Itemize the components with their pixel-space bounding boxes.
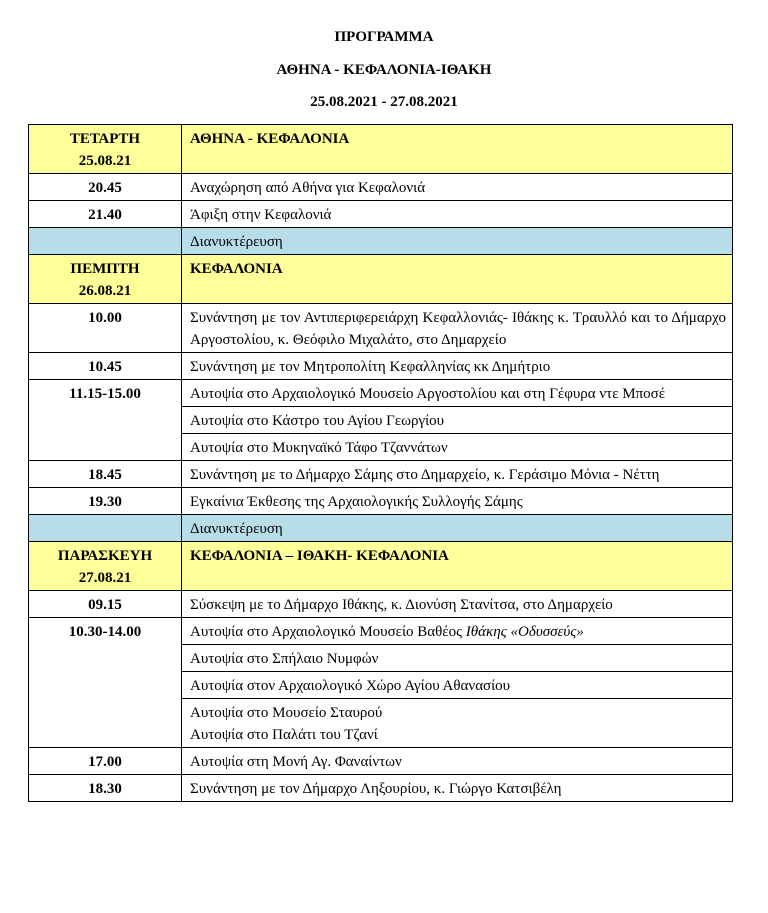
time-cell: 10.00 bbox=[29, 304, 182, 353]
day-title: ΑΘΗΝΑ - ΚΕΦΑΛΟΝΙΑ bbox=[182, 125, 733, 174]
activity-cell: Συνάντηση με το Δήμαρχο Σάμης στο Δημαρχείο, κ. Γεράσιμο Μόνια - Νέττη bbox=[182, 461, 733, 488]
activity-cell: Άφιξη στην Κεφαλονιά bbox=[182, 201, 733, 228]
table-row bbox=[29, 591, 733, 618]
day-date: 26.08.21 bbox=[78, 283, 132, 299]
time-cell: 21.40 bbox=[29, 201, 182, 228]
table-row bbox=[29, 748, 733, 775]
table-row bbox=[29, 488, 733, 515]
time-cell: 17.00 bbox=[29, 748, 182, 775]
overnight-row bbox=[29, 515, 733, 542]
schedule-table bbox=[28, 124, 733, 802]
day-cell bbox=[29, 255, 182, 304]
activity-cell: Συνάντηση με τον Δήμαρχο Ληξουρίου, κ. Γιώργο Κατσιβέλη bbox=[182, 775, 733, 802]
time-cell: 10.45 bbox=[29, 353, 182, 380]
day-header-row bbox=[29, 542, 733, 591]
day-header-row bbox=[29, 255, 733, 304]
day-title: ΚΕΦΑΛΟΝΙΑ bbox=[182, 255, 733, 304]
table-row bbox=[29, 353, 733, 380]
document-title: ΠΡΟΓΡΑΜΜΑ bbox=[334, 29, 434, 45]
day-date: 27.08.21 bbox=[78, 570, 132, 586]
time-cell: 11.15-15.00 bbox=[29, 380, 182, 461]
activity-cell: Συνάντηση με τον Μητροπολίτη Κεφαλληνίας κκ Δημήτριο bbox=[182, 353, 733, 380]
day-title: ΚΕΦΑΛΟΝΙΑ – ΙΘΑΚΗ- ΚΕΦΑΛΟΝΙΑ bbox=[182, 542, 733, 591]
activity-cell: Αυτοψία στο Κάστρο του Αγίου Γεωργίου bbox=[182, 407, 733, 434]
overnight-row bbox=[29, 228, 733, 255]
activity-line: Αυτοψία στο Μουσείο Σταυρού bbox=[190, 705, 383, 721]
overnight-cell: Διανυκτέρευση bbox=[182, 228, 733, 255]
activity-cell: Αναχώρηση από Αθήνα για Κεφαλονιά bbox=[182, 174, 733, 201]
activity-cell: Αυτοψία στον Αρχαιολογικό Χώρο Αγίου Αθανασίου bbox=[182, 672, 733, 699]
activity-italic-text: Ιθάκης «Οδυσσεύς» bbox=[465, 624, 584, 640]
time-cell: 18.45 bbox=[29, 461, 182, 488]
activity-cell: Αυτοψία στη Μονή Αγ. Φαναίντων bbox=[182, 748, 733, 775]
day-weekday: ΠΕΜΠΤΗ bbox=[70, 261, 140, 277]
time-cell: 19.30 bbox=[29, 488, 182, 515]
table-row bbox=[29, 304, 733, 353]
activity-line: Αυτοψία στο Παλάτι του Τζανί bbox=[190, 727, 378, 743]
time-cell: 10.30-14.00 bbox=[29, 618, 182, 748]
activity-cell: Αυτοψία στο Αρχαιολογικό Μουσείο Αργοστολίου και στη Γέφυρα ντε Μποσέ bbox=[182, 380, 733, 407]
overnight-cell: Διανυκτέρευση bbox=[182, 515, 733, 542]
day-weekday: ΠΑΡΑΣΚΕΥΗ bbox=[57, 548, 153, 564]
table-row bbox=[29, 618, 733, 645]
table-row bbox=[29, 461, 733, 488]
activity-text: Αυτοψία στο Αρχαιολογικό Μουσείο Βαθέος bbox=[190, 624, 466, 640]
day-cell bbox=[29, 542, 182, 591]
time-cell: 20.45 bbox=[29, 174, 182, 201]
table-row bbox=[29, 380, 733, 407]
activity-cell bbox=[182, 618, 733, 645]
time-cell: 18.30 bbox=[29, 775, 182, 802]
activity-cell: Σύσκεψη με το Δήμαρχο Ιθάκης, κ. Διονύση Στανίτσα, στο Δημαρχείο bbox=[182, 591, 733, 618]
activity-cell: Εγκαίνια Έκθεσης της Αρχαιολογικής Συλλογής Σάμης bbox=[182, 488, 733, 515]
day-date: 25.08.21 bbox=[78, 153, 132, 169]
activity-cell: Αυτοψία στο Σπήλαιο Νυμφών bbox=[182, 645, 733, 672]
empty-cell bbox=[29, 515, 182, 542]
day-header-row bbox=[29, 125, 733, 174]
activity-cell: Συνάντηση με τον Αντιπεριφερειάρχη Κεφαλλονιάς- Ιθάκης κ. Τραυλλό και το Δήμαρχο Αργοστολίου, κ. Θεόφιλο Μιχαλάτο, στο Δημαρχείο bbox=[182, 304, 733, 353]
day-weekday: ΤΕΤΑΡΤΗ bbox=[69, 131, 141, 147]
activity-cell: Αυτοψία στο Μυκηναϊκό Τάφο Τζαννάτων bbox=[182, 434, 733, 461]
empty-cell bbox=[29, 228, 182, 255]
document-route: ΑΘΗΝΑ - ΚΕΦΑΛΟΝΙΑ-ΙΘΑΚΗ bbox=[276, 62, 492, 78]
day-cell bbox=[29, 125, 182, 174]
activity-cell bbox=[182, 699, 733, 748]
table-row bbox=[29, 174, 733, 201]
time-cell: 09.15 bbox=[29, 591, 182, 618]
table-row bbox=[29, 201, 733, 228]
table-row bbox=[29, 775, 733, 802]
document-dates: 25.08.2021 - 27.08.2021 bbox=[310, 94, 458, 110]
